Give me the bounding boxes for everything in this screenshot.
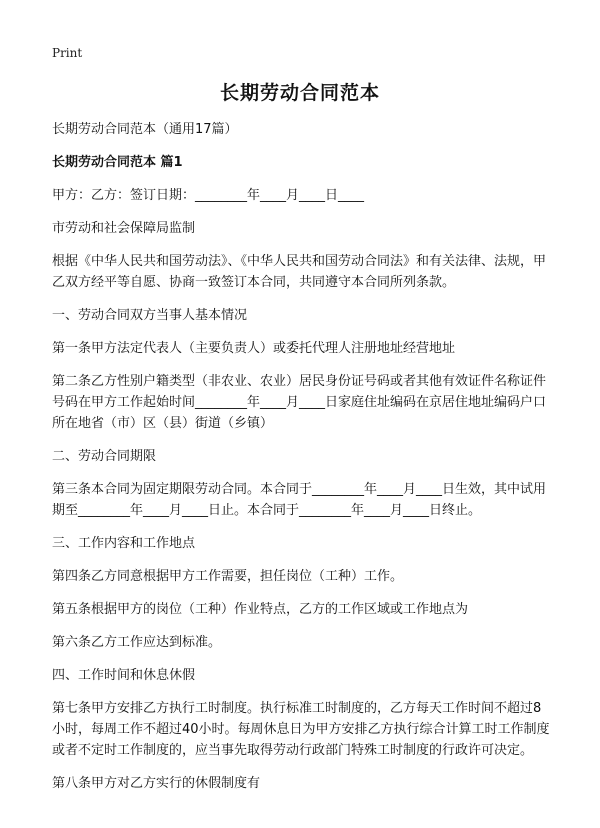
article-7: 第七条甲方安排乙方执行工时制度。执行标准工时制度的，乙方每天工作时间不超过8小时，每周工作不超过40小时。每周休息日为甲方安排乙方执行综合计算工时工作制度或者不定时工作制度的，应当事先取得劳动行政部门特殊工时制度的行政许可决定。: [52, 701, 550, 758]
article-3: 第三条本合同为固定期限劳动合同。本合同于________年____月____日生效，其中试用期至________年____月____日止。本合同于________年____月____日终止。: [52, 482, 547, 518]
article-5: 第五条根据甲方的岗位（工种）作业特点，乙方的工作区域或工作地点为: [52, 602, 469, 617]
paragraph-supervisor: 市劳动和社会保障局监制: [52, 221, 196, 236]
document-title: 长期劳动合同范本: [219, 82, 380, 104]
article-2: 第二条乙方性别户籍类型（非农业、农业）居民身份证号码或者其他有效证件名称证件号码在甲方工作起始时间________年____月____日家庭住址编码在京居住地址编码户口所在地省（市）区（县）街道（乡镇）: [52, 374, 547, 431]
article-6: 第六条乙方工作应达到标准。: [52, 635, 222, 650]
section-heading: 长期劳动合同范本 篇1: [52, 155, 183, 170]
paragraph-preamble: 根据《中华人民共和国劳动法》、《中华人民共和国劳动合同法》和有关法律、法规，甲乙双方经平等自愿、协商一致签订本合同，共同遵守本合同所列条款。: [52, 254, 547, 290]
chapter-heading-term: 二、劳动合同期限: [52, 449, 157, 464]
article-1: 第一条甲方法定代表人（主要负责人）或委托代理人注册地址经营地址: [52, 341, 456, 356]
chapter-heading-hours: 四、工作时间和休息休假: [52, 668, 196, 683]
document-subtitle: 长期劳动合同范本（通用17篇）: [52, 122, 238, 137]
paragraph-parties-date: 甲方：乙方：签订日期：________年____月____日____: [52, 188, 365, 203]
article-8: 第八条甲方对乙方实行的休假制度有: [52, 776, 261, 791]
print-link[interactable]: Print: [52, 46, 83, 60]
document-body: [52, 119, 552, 806]
chapter-heading-work: 三、工作内容和工作地点: [52, 536, 196, 551]
article-4: 第四条乙方同意根据甲方工作需要，担任岗位（工种）工作。: [52, 569, 404, 584]
chapter-heading-parties: 一、劳动合同双方当事人基本情况: [52, 308, 248, 323]
